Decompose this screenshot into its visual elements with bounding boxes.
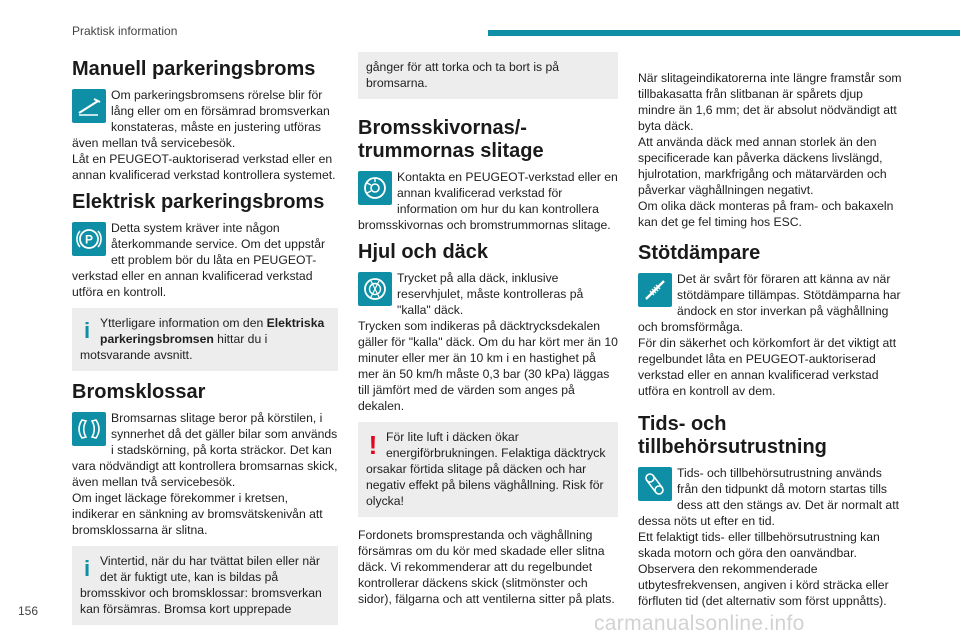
shock-absorber-icon [638,273,672,307]
timing-text-2: Ett felaktigt tids- eller tillbehörsutrustning kan skada motorn och göra den oanvändbar. [638,530,880,560]
tyres-text-3: Fordonets bromsprestanda och väghållning försämras om du kör med skadade eller slitna däck. Vi rekommenderar att du regelbundet kontrollerar däckens skick (slitmönster och sidor), fälgarna och att ventilerna sitter på plats. [358,528,615,606]
info-note-ice-continued [358,52,618,99]
parking-brake-lever-icon [72,89,106,123]
info-icon: i [83,556,91,581]
heading-brake-disc-wear: Bromsskivornas/-trummornas slitage [358,117,544,162]
section-shock-absorbers [638,271,902,399]
heading-manual-parking-brake: Manuell parkeringsbroms [72,58,316,80]
section-electric-parking-brake [72,220,338,300]
section-wheels-tyres [358,270,618,414]
tyres-text-4: När slitageindikatorerna inte längre framstår som tillbakasatta från slitbanan är spårets djup mindre än 1,6 mm; det är absolut nödvändigt att byta däck. [638,71,902,133]
brake-disc-icon [358,171,392,205]
heading-electric-parking-brake: Elektrisk parkeringsbroms [72,191,325,213]
shock-absorbers-text-1: Det är svårt för föraren att känna av när stötdämpare tillämpas. Stötdämparna har ändock en stor inverkan på väghållning och bromsförmåga. [638,272,901,334]
tyres-text-2: Trycken som indikeras på däcktrycksdekalen gäller för "kalla" däck. Om du har kört mer än 10 minuter eller mer än 10 km i en hastighet på mer än 50 km/h måste 0,3 bar (30 kPa) läggas till jämfört med de värden som anges på dekalen. [358,319,618,413]
heading-brake-pads: Bromsklossar [72,381,206,403]
column-3 [638,70,902,609]
tyres-text-1: Trycket på alla däck, inklusive reservhjulet, måste kontrolleras på "kalla" däck. [397,271,584,317]
warning-icon: ! [368,430,378,460]
shock-absorbers-text-2: För din säkerhet och körkomfort är det viktigt att regelbundet låta en PEUGEOT-auktoriserad verkstad eller en annan kvalificerad verkstad utföra en kontroll av dem. [638,336,897,398]
manual-brake-text-1: Om parkeringsbromsens rörelse blir för lång eller om en försämrad bromsverkan konstateras, måste en justering utföras även mellan två servicebesök. [72,88,330,150]
ice-note-text-continued: gånger för att torka och ta bort is på bromsarna. [366,60,560,90]
section-manual-parking-brake [72,87,338,183]
electric-brake-text-1: Detta system kräver inte någon återkommande service. Om det uppstår ett problem bör du låta en PEUGEOT-verkstad eller en annan kvalificerad verkstad utföra en kontroll. [72,221,326,299]
column-1 [72,52,338,635]
heading-shock-absorbers: Stötdämpare [638,242,761,264]
manual-brake-text-2: Låt en PEUGEOT-auktoriserad verkstad eller en annan kvalificerad verkstad kontrollera systemet. [72,152,336,182]
brake-pads-text-1: Bromsarnas slitage beror på körstilen, i synnerhet då det gäller bilar som används i stadskörning, på korta sträckor. Det kan vara nödvändigt att kontrollera bromsarnas skick, även mellan två servicebesök. [72,411,338,489]
tyres-text-6: Om olika däck monteras på fram- och bakaxeln kan det ge fel timing hos ESC. [638,199,894,229]
svg-text:P: P [84,232,94,247]
ice-note-text: Vintertid, när du har tvättat bilen eller när det är fuktigt ute, kan is bildas på bromsskivor och bromsklossar: bromsverkan kan försämras. Bromsa kort upprepade [80,554,322,616]
warning-note-text: För lite luft i däcken ökar energiförbrukningen. Felaktiga däcktryck orsakar förtida slitage på däcken och har negativ effekt på bilens väghållning. Risk för olycka! [366,430,606,508]
section-brake-pads [72,410,338,538]
info-note-ice [72,546,338,625]
info-icon: i [83,318,91,343]
info-note-electric-brake [72,308,338,371]
info-note-text: Ytterligare information om den Elektriska parkeringsbromsen hittar du i motsvarande avsnitt. [80,316,325,362]
warning-note-tyre-pressure [358,422,618,517]
section-timing-accessories [638,465,902,609]
brake-disc-text-1: Kontakta en PEUGEOT-verkstad eller en annan kvalificerad verkstad för information om hur du kan kontrollera bromsskivornas och bromstrummornas slitage. [358,170,618,232]
electric-parking-brake-icon [72,222,106,256]
page-number: 156 [18,604,39,618]
running-header: Praktisk information [72,24,178,38]
timing-text-1: Tids- och tillbehörsutrustning används från den tidpunkt då motorn startas tills dess att den stängs av. Det är normalt att dessa nöts ut efter en tid. [638,466,899,528]
timing-text-3: Observera den rekommenderade utbytesfrekvensen, angiven i körd sträcka eller förfluten tid (det alternativ som först uppnåtts). [638,562,889,608]
section-brake-disc-wear [358,169,618,233]
tyres-text-5: Att använda däck med annan storlek än den specificerade kan påverka däckens livslängd, hjulrotation, markfrigång och mätarvärden och påverkar väghållningen negativt. [638,135,887,197]
watermark: carmanualsonline.info [594,612,805,635]
tyre-icon [358,272,392,306]
timing-belt-icon [638,467,672,501]
header-accent-bar [488,30,960,36]
column-2 [358,52,618,607]
heading-wheels-tyres: Hjul och däck [358,241,489,263]
brake-pads-text-2: Om inget läckage förekommer i kretsen, indikerar en sänkning av bromsvätskenivån att bromsklossarna är slitna. [72,491,323,537]
heading-timing-accessories: Tids- och tillbehörsutrustning [638,413,827,458]
brake-pads-icon [72,412,106,446]
